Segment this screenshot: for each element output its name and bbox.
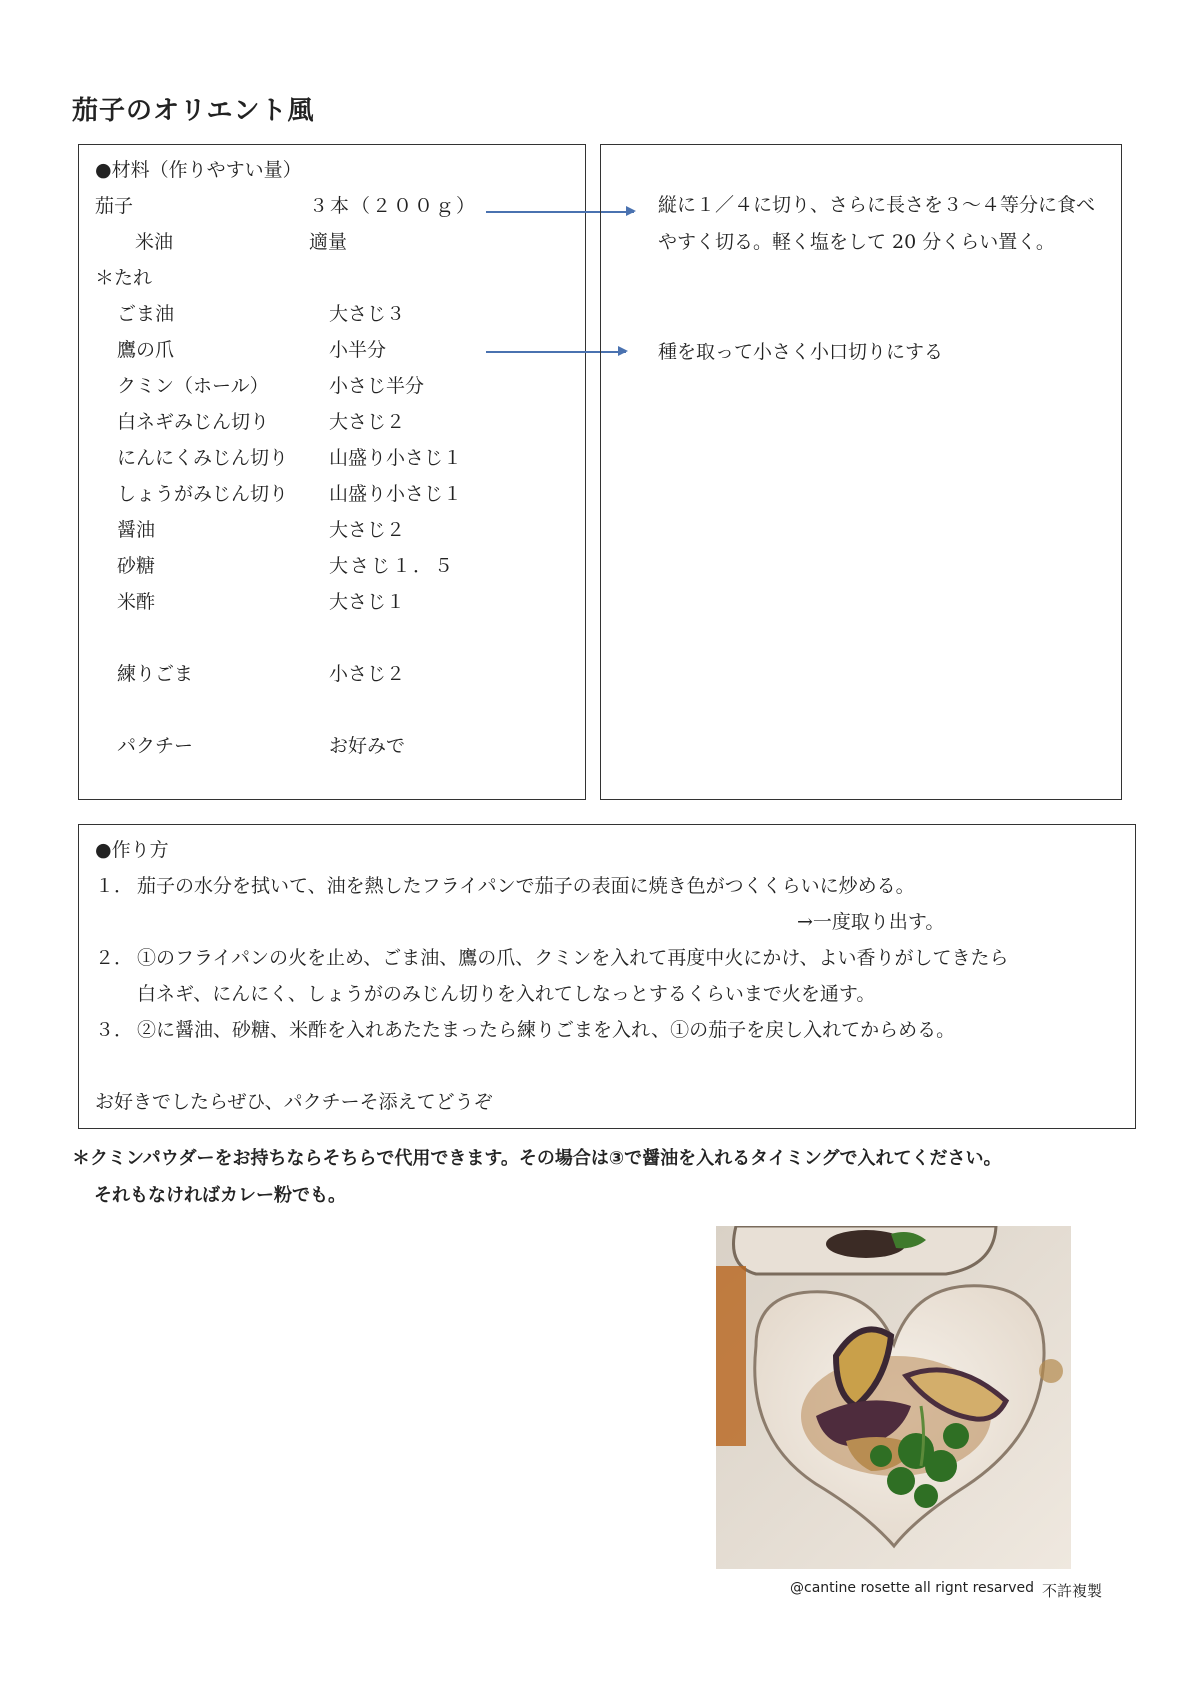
ingredient-name: 茄子 (95, 195, 134, 217)
ingredient-amount: 大さじ１．５ (329, 555, 456, 577)
ingredient-name: クミン（ホール） (117, 375, 269, 397)
no-copy-text: 不許複製 (1042, 1582, 1103, 1600)
ingredient-amount: 適量 (309, 231, 348, 253)
step-2-text-line1: ①のフライパンの火を止め、ごま油、鷹の爪、クミンを入れて再度中火にかけ、よい香りがしてきたら (137, 947, 1009, 969)
ingredient-name: しょうがみじん切り (117, 483, 289, 505)
ingredient-name: 米酢 (117, 591, 156, 613)
prep-note-eggplant: 縦に１／４に切り、さらに長さを３～４等分に食べやすく切る。軽く塩をして 20 分くらい置く。 (658, 194, 1096, 253)
step-2-text-line2: 白ネギ、にんにく、しょうがのみじん切りを入れてしなっとするくらいまで火を通す。 (137, 983, 876, 1005)
ingredient-name: 鷹の爪 (117, 339, 175, 361)
step-1-text: 茄子の水分を拭いて、油を熱したフライパンで茄子の表面に焼き色がつくくらいに炒める。 (137, 875, 915, 897)
ingredient-amount: 小さじ２ (329, 663, 406, 685)
ingredient-name: ごま油 (117, 303, 175, 325)
ingredient-name: パクチー (117, 735, 194, 757)
step-number: ３． (95, 1019, 134, 1041)
footnote-line2: それもなければカレー粉でも。 (94, 1185, 346, 1206)
step-number: ２． (95, 947, 134, 969)
footnote-line1: ＊クミンパウダーをお持ちならそちらで代用できます。その場合は③で醤油を入れるタイミングで入れてください。 (72, 1148, 1002, 1169)
ingredient-amount: 大さじ１ (329, 591, 406, 613)
closing-note: お好きでしたらぜひ、パクチーそ添えてどうぞ (95, 1091, 493, 1113)
recipe-title: 茄子のオリエント風 (72, 96, 315, 126)
ingredient-amount: 大さじ２ (329, 519, 406, 541)
ingredient-amount: 大さじ３ (329, 303, 406, 325)
ingredient-amount: ３本（２００ｇ） (309, 195, 478, 217)
ingredient-name: 米油 (135, 231, 174, 253)
ingredient-name: 練りごま (117, 663, 194, 685)
ingredients-box (78, 144, 586, 800)
ingredient-amount: 山盛り小さじ１ (329, 483, 463, 505)
ingredient-amount: お好みで (329, 735, 406, 757)
ingredients-header: ●材料（作りやすい量） (95, 159, 302, 181)
ingredient-amount: 大さじ２ (329, 411, 406, 433)
ingredient-name: 醤油 (117, 519, 156, 541)
prep-notes-box (600, 144, 1122, 800)
ingredient-name: 白ネギみじん切り (117, 411, 270, 433)
step-number: １． (95, 875, 134, 897)
dish-photo (716, 1226, 1071, 1569)
step-3-text: ②に醤油、砂糖、米酢を入れあたたまったら練りごまを入れ、①の茄子を戻し入れてからめる。 (137, 1019, 956, 1041)
ingredient-amount: 山盛り小さじ１ (329, 447, 463, 469)
ingredient-amount: 小半分 (329, 339, 387, 361)
copyright-text: @cantine rosette all rignt resarved (790, 1580, 1035, 1596)
method-header: ●作り方 (95, 839, 169, 861)
ingredient-amount: 小さじ半分 (329, 375, 425, 397)
sauce-header: ＊たれ (95, 267, 153, 289)
ingredient-name: にんにくみじん切り (117, 447, 289, 469)
ingredient-name: 砂糖 (117, 555, 156, 577)
prep-note-chili: 種を取って小さく小口切りにする (658, 341, 944, 363)
step-1-subtext: →一度取り出す。 (797, 911, 945, 933)
method-box (78, 824, 1136, 1129)
